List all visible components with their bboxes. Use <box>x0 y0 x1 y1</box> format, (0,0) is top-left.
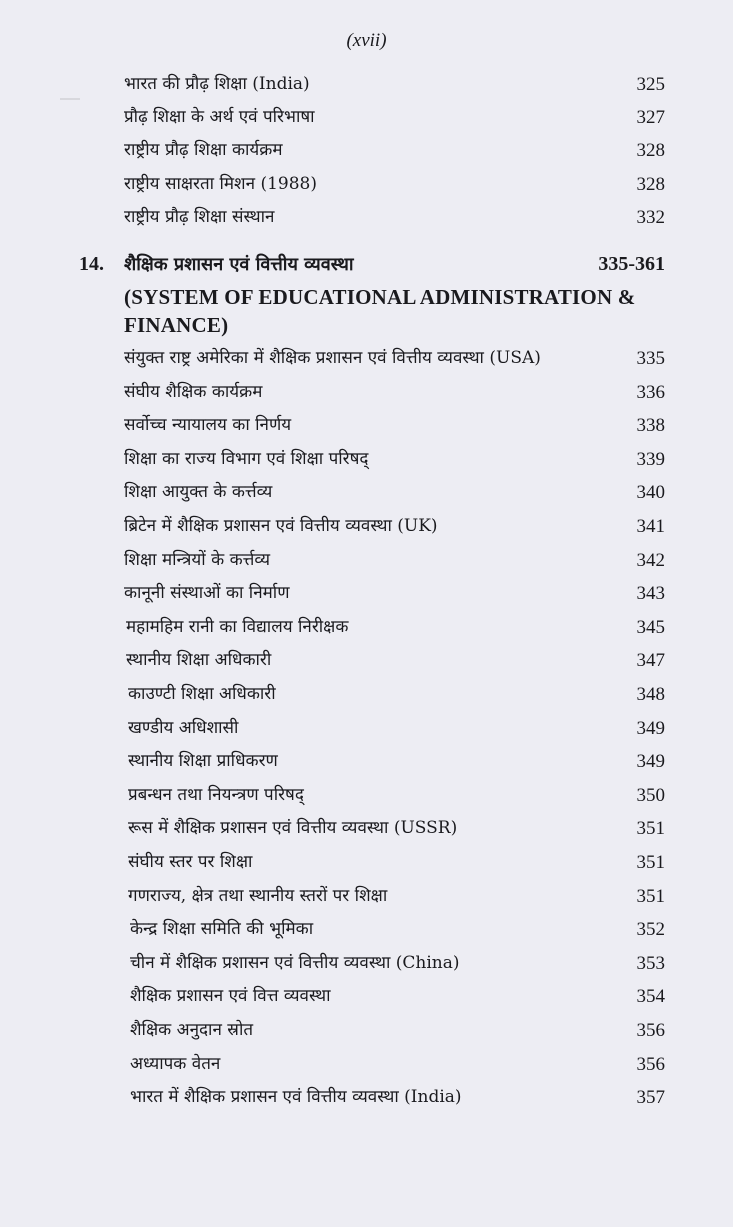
toc-entry-title: संयुक्त राष्ट्र अमेरिका में शैक्षिक प्रशासन एवं वित्तीय व्यवस्था (USA) <box>124 348 541 368</box>
toc-entry-page: 353 <box>636 953 665 974</box>
toc-entry <box>0 611 733 644</box>
toc-entry-page: 335 <box>636 348 665 369</box>
toc-entry-title: स्थानीय शिक्षा प्राधिकरण <box>128 751 278 771</box>
toc-entry <box>0 443 733 476</box>
toc-entry-title: भारत की प्रौढ़ शिक्षा (India) <box>124 74 310 94</box>
toc-entry-page: 350 <box>636 785 665 806</box>
toc-entry-title: संघीय स्तर पर शिक्षा <box>128 852 253 872</box>
page-number: (xvii) <box>346 30 387 51</box>
toc-entry <box>0 644 733 677</box>
toc-entry-page: 354 <box>636 986 665 1007</box>
toc-entry <box>0 712 733 745</box>
chapter-number: 14. <box>79 253 104 275</box>
toc-entry-title: भारत में शैक्षिक प्रशासन एवं वित्तीय व्यवस्था (India) <box>130 1087 462 1107</box>
toc-entry-page: 328 <box>636 140 665 161</box>
toc-entry <box>0 812 733 845</box>
toc-entry-title: अध्यापक वेतन <box>130 1054 221 1074</box>
toc-entry-page: 336 <box>636 382 665 403</box>
toc-entry-page: 325 <box>636 74 665 95</box>
toc-entry-page: 356 <box>636 1054 665 1075</box>
toc-entry <box>0 510 733 543</box>
toc-entry-title: कानूनी संस्थाओं का निर्माण <box>124 583 290 603</box>
toc-entry <box>0 201 733 234</box>
toc-entry-page: 343 <box>636 583 665 604</box>
toc-entry-page: 347 <box>636 650 665 671</box>
toc-entry-title: शैक्षिक अनुदान स्रोत <box>130 1020 254 1040</box>
toc-entry-title: चीन में शैक्षिक प्रशासन एवं वित्तीय व्यवस्था (China) <box>130 953 460 973</box>
toc-entry-title: सर्वोच्च न्यायालय का निर्णय <box>124 415 292 435</box>
toc-entry-page: 339 <box>636 449 665 470</box>
toc-entry <box>0 678 733 711</box>
toc-entry <box>0 134 733 167</box>
toc-entry-page: 351 <box>636 818 665 839</box>
toc-entry-page: 348 <box>636 684 665 705</box>
toc-entry <box>0 745 733 778</box>
toc-entry-title: स्थानीय शिक्षा अधिकारी <box>126 650 272 670</box>
toc-entry-page: 332 <box>636 207 665 228</box>
toc-entry-title: राष्ट्रीय प्रौढ़ शिक्षा कार्यक्रम <box>124 140 283 160</box>
toc-entry <box>0 168 733 201</box>
toc-entry-title: राष्ट्रीय प्रौढ़ शिक्षा संस्थान <box>124 207 275 227</box>
toc-entry-page: 342 <box>636 550 665 571</box>
toc-entry-page: 327 <box>636 107 665 128</box>
toc-entry <box>0 68 733 101</box>
toc-entry <box>0 1081 733 1114</box>
chapter-pages: 335-361 <box>598 253 665 275</box>
toc-entry-page: 349 <box>636 751 665 772</box>
toc-entry <box>0 376 733 409</box>
toc-entry <box>0 947 733 980</box>
toc-entry-title: संघीय शैक्षिक कार्यक्रम <box>124 382 263 402</box>
toc-entry-page: 349 <box>636 718 665 739</box>
toc-entry-title: केन्द्र शिक्षा समिति की भूमिका <box>130 919 314 939</box>
toc-entry <box>0 577 733 610</box>
toc-entry <box>0 779 733 812</box>
toc-entry-page: 340 <box>636 482 665 503</box>
toc-entry-page: 345 <box>636 617 665 638</box>
toc-entry-title: शिक्षा का राज्य विभाग एवं शिक्षा परिषद् <box>124 449 369 469</box>
toc-entry-title: शैक्षिक प्रशासन एवं वित्त व्यवस्था <box>130 986 331 1006</box>
toc-entry-title: ब्रिटेन में शैक्षिक प्रशासन एवं वित्तीय व्यवस्था (UK) <box>124 516 438 536</box>
toc-entry-title: प्रबन्धन तथा नियन्त्रण परिषद् <box>128 785 304 805</box>
toc-entry-title: गणराज्य, क्षेत्र तथा स्थानीय स्तरों पर शिक्षा <box>128 886 388 906</box>
toc-entry-page: 328 <box>636 174 665 195</box>
toc-entry <box>0 846 733 879</box>
toc-entry-title: राष्ट्रीय साक्षरता मिशन (1988) <box>124 174 317 194</box>
toc-entry <box>0 101 733 134</box>
toc-entry-title: रूस में शैक्षिक प्रशासन एवं वित्तीय व्यवस्था (USSR) <box>128 818 458 838</box>
toc-entry-title: शिक्षा मन्त्रियों के कर्त्तव्य <box>124 550 271 570</box>
toc-entry-page: 357 <box>636 1087 665 1108</box>
toc-entry <box>0 476 733 509</box>
toc-entry <box>0 342 733 375</box>
toc-entry <box>0 880 733 913</box>
toc-entry-page: 356 <box>636 1020 665 1041</box>
toc-entry-title: शिक्षा आयुक्त के कर्त्तव्य <box>124 482 273 502</box>
toc-entry-page: 351 <box>636 852 665 873</box>
chapter-heading <box>0 248 733 281</box>
toc-entry-page: 338 <box>636 415 665 436</box>
chapter-english-title: (SYSTEM OF EDUCATIONAL ADMINISTRATION & FINANCE) <box>124 285 636 337</box>
toc-entry <box>0 1048 733 1081</box>
toc-entry <box>0 980 733 1013</box>
toc-entry-title: काउण्टी शिक्षा अधिकारी <box>128 684 276 704</box>
toc-entry-page: 351 <box>636 886 665 907</box>
toc-entry <box>0 1014 733 1047</box>
toc-entry-title: खण्डीय अधिशासी <box>128 718 239 738</box>
toc-entry <box>0 544 733 577</box>
toc-entry-title: महामहिम रानी का विद्यालय निरीक्षक <box>126 617 349 637</box>
toc-entry-title: प्रौढ़ शिक्षा के अर्थ एवं परिभाषा <box>124 107 315 127</box>
toc-entry <box>0 913 733 946</box>
toc-entry-page: 352 <box>636 919 665 940</box>
toc-entry-page: 341 <box>636 516 665 537</box>
toc-entry <box>0 409 733 442</box>
chapter-title: शैक्षिक प्रशासन एवं वित्तीय व्यवस्था <box>124 254 354 275</box>
